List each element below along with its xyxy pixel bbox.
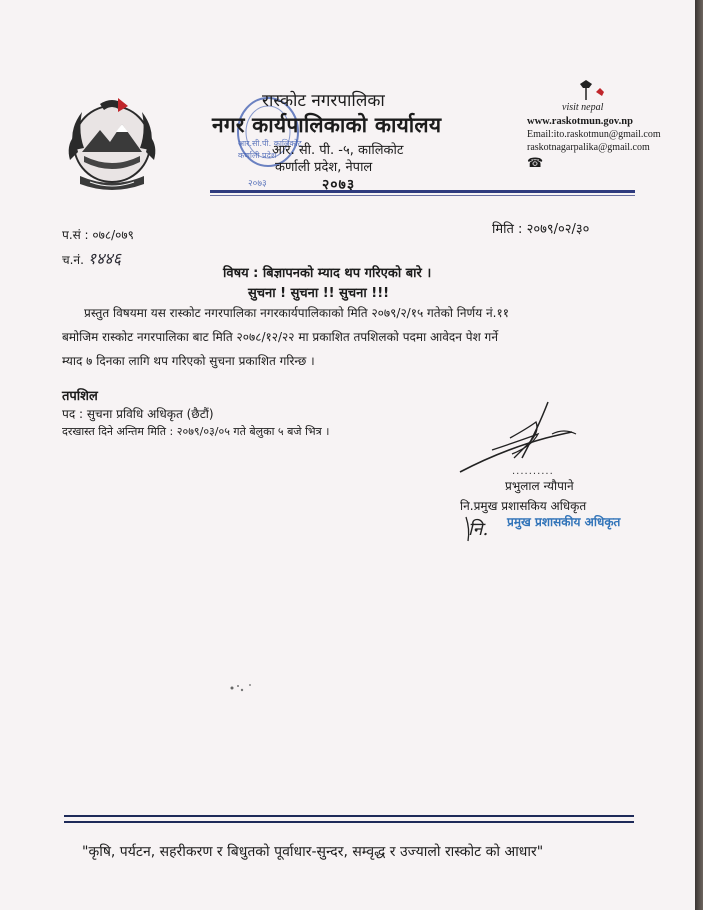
post-detail: पद : सुचना प्रविधि अधिकृत (छैटौं) — [62, 407, 214, 421]
body-paragraph — [62, 301, 642, 373]
phone-icon: ☎ — [527, 155, 544, 170]
address-line2: कर्णाली प्रदेश, नेपाल — [275, 160, 373, 175]
seal-text-line2: कर्णाली प्रदेश — [238, 151, 277, 160]
email-secondary[interactable]: raskotnagarpalika@gmail.com — [527, 142, 650, 153]
officer-stamp-icon — [464, 513, 504, 543]
email-primary[interactable]: Email:ito.raskotmun@gmail.com — [527, 129, 661, 140]
visit-nepal-logo-icon — [556, 78, 616, 116]
reference-number: प.सं : ०७८/०७९ — [62, 228, 134, 242]
details-heading: तपशिल — [62, 389, 98, 404]
signer-title: नि.प्रमुख प्रशासकिय अधिकृत — [460, 499, 587, 513]
stamp-initials: नि. — [468, 519, 489, 540]
letter-date: मिति : २०७९/०२/३० — [492, 222, 590, 237]
website-link[interactable]: www.raskotmun.gov.np — [527, 116, 633, 127]
municipality-name: रास्कोट नगरपालिका — [262, 91, 385, 111]
signer-name: प्रभुलाल न्यौपाने — [505, 479, 574, 493]
scan-edge-shadow — [695, 0, 703, 910]
address-line1: आर. सी. पी. -५, कालिकोट — [272, 143, 404, 158]
footer-motto: "कृषि, पर्यटन, सहरीकरण र बिधुतको पूर्वाधार-सुन्दर, सम्वृद्ध र उज्यालो रास्कोट को आधार" — [82, 844, 544, 860]
body-line: बमोजिम रास्कोट नगरपालिका बाट मिति २०७८/१२/२२ मा प्रकाशित तपशिलको पदमा आवेदन पेश गर्ने — [62, 330, 498, 344]
header-divider-thin — [210, 195, 635, 196]
subject-line: विषय : बिज्ञापनको म्याद थप गरिएको बारे । — [223, 266, 432, 281]
signature-line: .......... — [512, 466, 554, 477]
scan-speckle — [226, 680, 256, 694]
body-line: प्रस्तुत विषयमा यस रास्कोट नगरपालिका नगरकार्यपालिकाको मिति २०७९/२/१५ गतेको निर्णय नं.११ — [84, 306, 509, 320]
footer-divider-top — [64, 815, 634, 817]
header-divider — [210, 190, 635, 193]
dispatch-label: च.नं. — [62, 253, 84, 267]
seal-text-line1: आर.सी.पी. कालिकोट — [238, 139, 302, 148]
footer-divider-bottom — [64, 821, 634, 823]
visit-nepal-text: visit nepal — [562, 102, 604, 113]
deadline-detail: दरखास्त दिने अन्तिम मिति : २०७९/०३/०५ गते बेलुका ५ बजे भित्र । — [62, 425, 330, 438]
established-year: २०७३ — [322, 177, 356, 193]
emblem-icon — [60, 90, 164, 194]
notice-heading: सुचना ! सुचना !! सुचना !!! — [248, 286, 390, 301]
body-line: म्याद ७ दिनका लागि थप गरिएको सुचना प्रकाशित गरिन्छ । — [62, 354, 315, 368]
dispatch-number-handwritten: १४४६ — [87, 249, 122, 268]
dispatch-number — [62, 247, 121, 269]
seal-text-line3: २०७३ — [248, 179, 267, 189]
contact-block — [527, 115, 661, 171]
officer-stamp-title: प्रमुख प्रशासकीय अधिकृत — [507, 515, 621, 529]
office-name: नगर कार्यपालिकाको कार्यालय — [212, 113, 442, 137]
